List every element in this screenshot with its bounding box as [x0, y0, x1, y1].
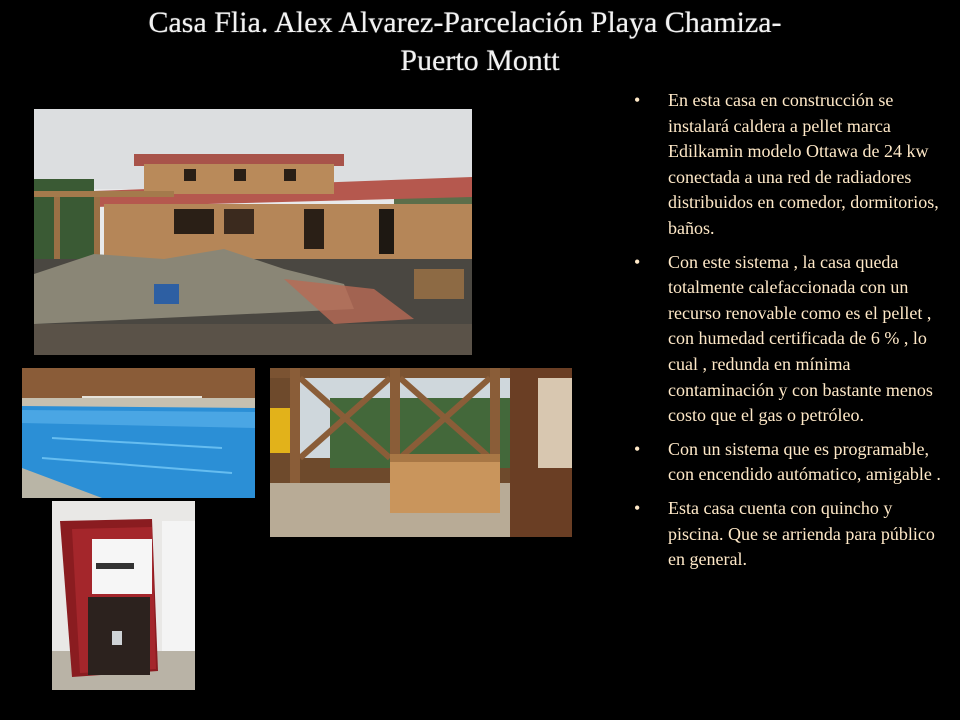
slide-title-line-1: Casa Flia. Alex Alvarez-Parcelación Playa Chamiza-	[148, 6, 782, 39]
quincho-photo	[270, 368, 572, 537]
slide-title	[0, 4, 960, 80]
bullet-text: Con un sistema que es programable, con encendido autómatico, amigable .	[668, 438, 941, 485]
bullet-glyph: •	[634, 251, 641, 272]
bullet-text: En esta casa en construcción se instalará caldera a pellet marca Edilkamin modelo Ottawa de 24 kw conectada a una red de radiadores distribuidos en comedor, dormitorios, baños.	[668, 90, 939, 238]
bullet-item-heating	[628, 250, 952, 429]
house-construction-photo	[34, 109, 472, 355]
bullet-glyph: •	[634, 438, 641, 459]
bullet-item-amenities	[628, 496, 952, 573]
bullet-item-installation	[628, 88, 952, 242]
bullet-glyph: •	[634, 497, 641, 518]
bullet-text: Esta casa cuenta con quincho y piscina. Que se arrienda para público en general.	[668, 497, 935, 570]
pellet-stove-photo	[52, 501, 195, 690]
bullet-glyph: •	[634, 90, 641, 110]
bullet-item-programmable	[628, 437, 952, 488]
description-bullet-list	[628, 88, 952, 581]
pool-photo	[22, 368, 255, 498]
slide-title-line-2: Puerto Montt	[400, 44, 560, 77]
bullet-text: Con este sistema , la casa queda totalmente calefaccionada con un recurso renovable como es el pellet , con humedad certificada de 6 % , lo cual , redunda en mínima contaminación y con bastante menos costo que el gas o petróleo.	[668, 251, 933, 426]
